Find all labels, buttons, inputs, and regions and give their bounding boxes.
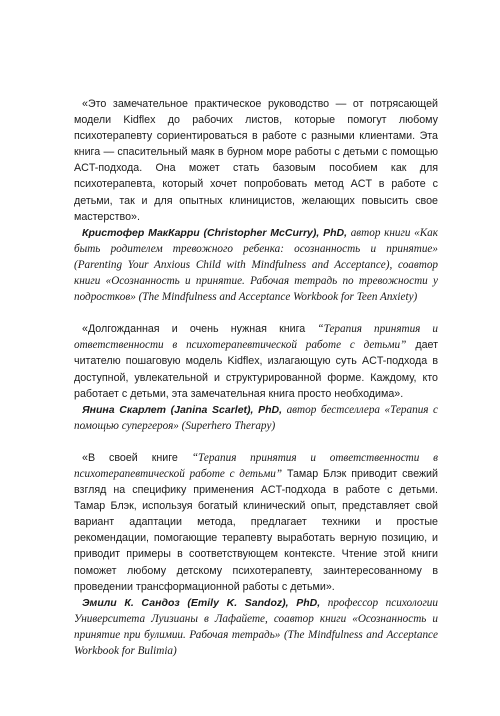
endorser-name: Янина Скарлет (Janina Scarlet), PhD, — [82, 403, 283, 416]
endorsement-quote — [74, 96, 438, 225]
endorser-name: Эмили К. Сандоз (Emily K. Sandoz), PhD, — [82, 596, 321, 609]
quote-open: «В своей книге — [82, 451, 192, 464]
endorsements-page — [74, 96, 438, 659]
quote-open: «Долгожданная и очень нужная книга — [82, 323, 318, 336]
quote-text: «Это замечательное практическое руководство — от потрясающей модели Kidflex до рабочих листов, которые помогут любому психотерапевту сориентироваться в работе с разными клиентами. Эта книга — спасительный маяк в бурном море работы с детьми с помощью ACT-подхода. Она может стать базовым пособием как для психотерапевта, который хочет попробовать метод ACT в работе с детьми, так и для опытных клиницистов, желающих повысить свое мастерство». — [74, 98, 438, 223]
endorser-credit: автор бестселлера «Терапия с помощью супергероя» (Superhero Therapy) — [74, 403, 438, 432]
endorsement-3 — [74, 450, 438, 659]
endorser-credit: профессор психологии Университета Луизианы в Лафайете, соавтор книги «Осознанность и принятие при булимии. Рабочая тетрадь» (The Mindfulness and Acceptance Workbook for Bulimia) — [74, 596, 438, 657]
endorsement-2 — [74, 321, 438, 434]
endorsement-attribution — [74, 595, 438, 659]
endorsement-attribution — [74, 225, 438, 305]
quote-rest: Тамар Блэк приводит свежий взгляд на специфику применения ACT-подхода в работе с детьми. Тамар Блэк, используя богатый клинический опыт, представляет свой вариант адаптации метода, предлагает техники и простые рекомендации, помогающие терапевту выработать верную позицию, и приводит примеры в соответствующем контексте. Чтение этой книги поможет любому детскому психотерапевту, заинтересованному в проведении трансформационной работы с детьми». — [74, 467, 438, 593]
spacer — [74, 434, 438, 450]
book-title: “Терапия принятия и ответственности в психотерапевтической работе с детьми” — [74, 451, 438, 480]
endorser-credit: автор книги «Как быть родителем тревожного ребенка: осознанность и принятие» (Parenting Your Anxious Child with Mindfulness and Acceptance), соавтор книги «Осознанность и принятие. Рабочая тетрадь по тревожности у подростков» (The Mindfulness and Acceptance Workbook for Teen Anxiety) — [74, 226, 438, 304]
book-title: “Терапия принятия и ответственности в психотерапевтической работе с детьми” — [74, 323, 438, 352]
endorsement-attribution — [74, 402, 438, 434]
endorsement-1 — [74, 96, 438, 305]
spacer — [74, 305, 438, 321]
endorsement-quote — [74, 450, 438, 595]
endorser-name: Кристофер МакКарри (Christopher McCurry), PhD, — [82, 226, 348, 239]
quote-rest: дает читателю пошаговую модель Kidflex, излагающую суть ACT-подхода в доступной, увлекательной и структурированной форме. Каждому, кто работает с детьми, эта замечательная книга просто необходима». — [74, 339, 438, 400]
endorsement-quote — [74, 321, 438, 401]
